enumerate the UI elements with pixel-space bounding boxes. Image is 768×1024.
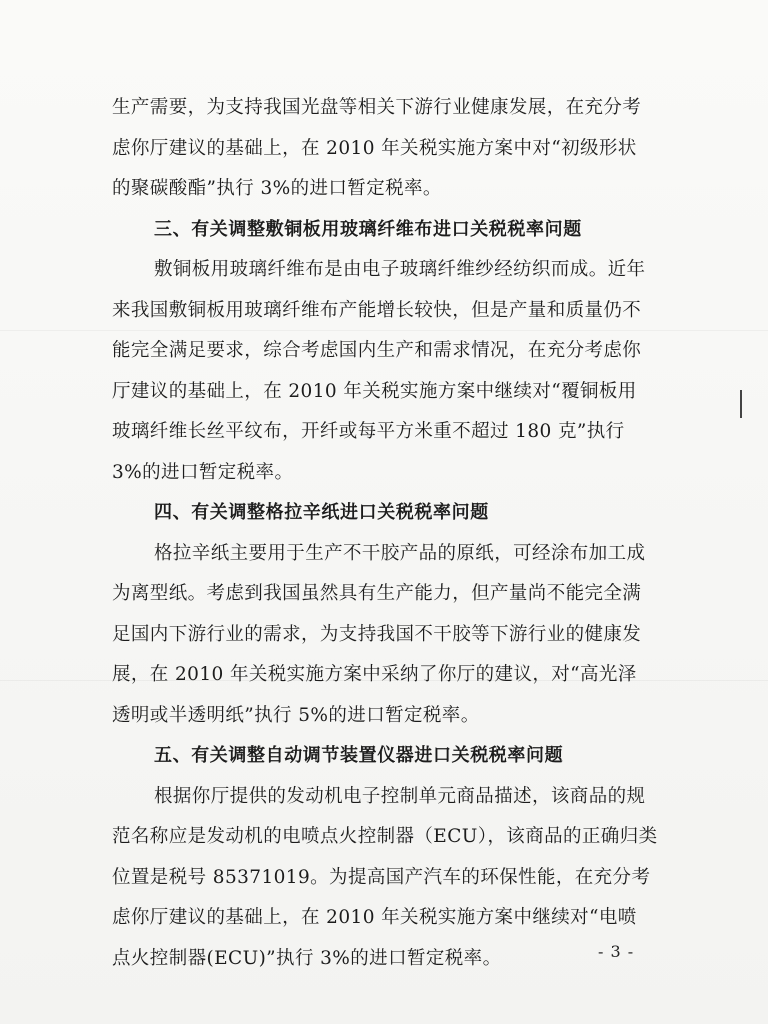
body-line: 点火控制器(ECU)”执行 3%的进口暂定税率。 <box>112 947 502 969</box>
body-line: 范名称应是发动机的电喷点火控制器（ECU），该商品的正确归类 <box>112 826 658 847</box>
body-line: 的聚碳酸酯”执行 3%的进口暂定税率。 <box>112 178 442 199</box>
body-line: 为离型纸。考虑到我国虽然具有生产能力，但产量尚不能完全满 <box>112 583 642 604</box>
body-line: 虑你厅建议的基础上，在 2010 年关税实施方案中对“初级形状 <box>112 137 637 159</box>
body-line: 玻璃纤维长丝平纹布，开纤或每平方米重不超过 180 克”执行 <box>112 421 625 442</box>
section-heading-5: 五、有关调整自动调节装置仪器进口关税税率问题 <box>154 745 564 766</box>
body-line: 透明或半透明纸”执行 5%的进口暂定税率。 <box>112 704 480 726</box>
body-line: 厅建议的基础上，在 2010 年关税实施方案中继续对“覆铜板用 <box>112 380 637 402</box>
body-line: 虑你厅建议的基础上，在 2010 年关税实施方案中继续对“电喷 <box>112 907 637 928</box>
document-body <box>112 88 658 979</box>
body-line: 根据你厅提供的发动机电子控制单元商品描述，该商品的规 <box>154 785 646 807</box>
body-line: 位置是税号 85371019。为提高国产汽车的环保性能，在充分考 <box>112 866 651 888</box>
page-number: - 3 - <box>598 942 635 961</box>
section-heading-3: 三、有关调整敷铜板用玻璃纤维布进口关税税率问题 <box>154 218 582 240</box>
body-line: 能完全满足要求，综合考虑国内生产和需求情况，在充分考虑你 <box>112 340 642 361</box>
body-line: 敷铜板用玻璃纤维布是由电子玻璃纤维纱经纺织而成。近年 <box>154 259 646 280</box>
body-line: 展，在 2010 年关税实施方案中采纳了你厅的建议，对“高光泽 <box>112 664 637 685</box>
body-line: 3%的进口暂定税率。 <box>112 461 294 483</box>
scan-edge-mark <box>740 390 742 418</box>
body-line: 格拉辛纸主要用于生产不干胶产品的原纸，可经涂布加工成 <box>154 542 646 564</box>
body-line: 生产需要，为支持我国光盘等相关下游行业健康发展，在充分考 <box>112 97 642 118</box>
section-heading-4: 四、有关调整格拉辛纸进口关税税率问题 <box>154 502 489 523</box>
body-line: 足国内下游行业的需求，为支持我国不干胶等下游行业的健康发 <box>112 623 642 645</box>
body-line: 来我国敷铜板用玻璃纤维布产能增长较快，但是产量和质量仍不 <box>112 299 642 321</box>
